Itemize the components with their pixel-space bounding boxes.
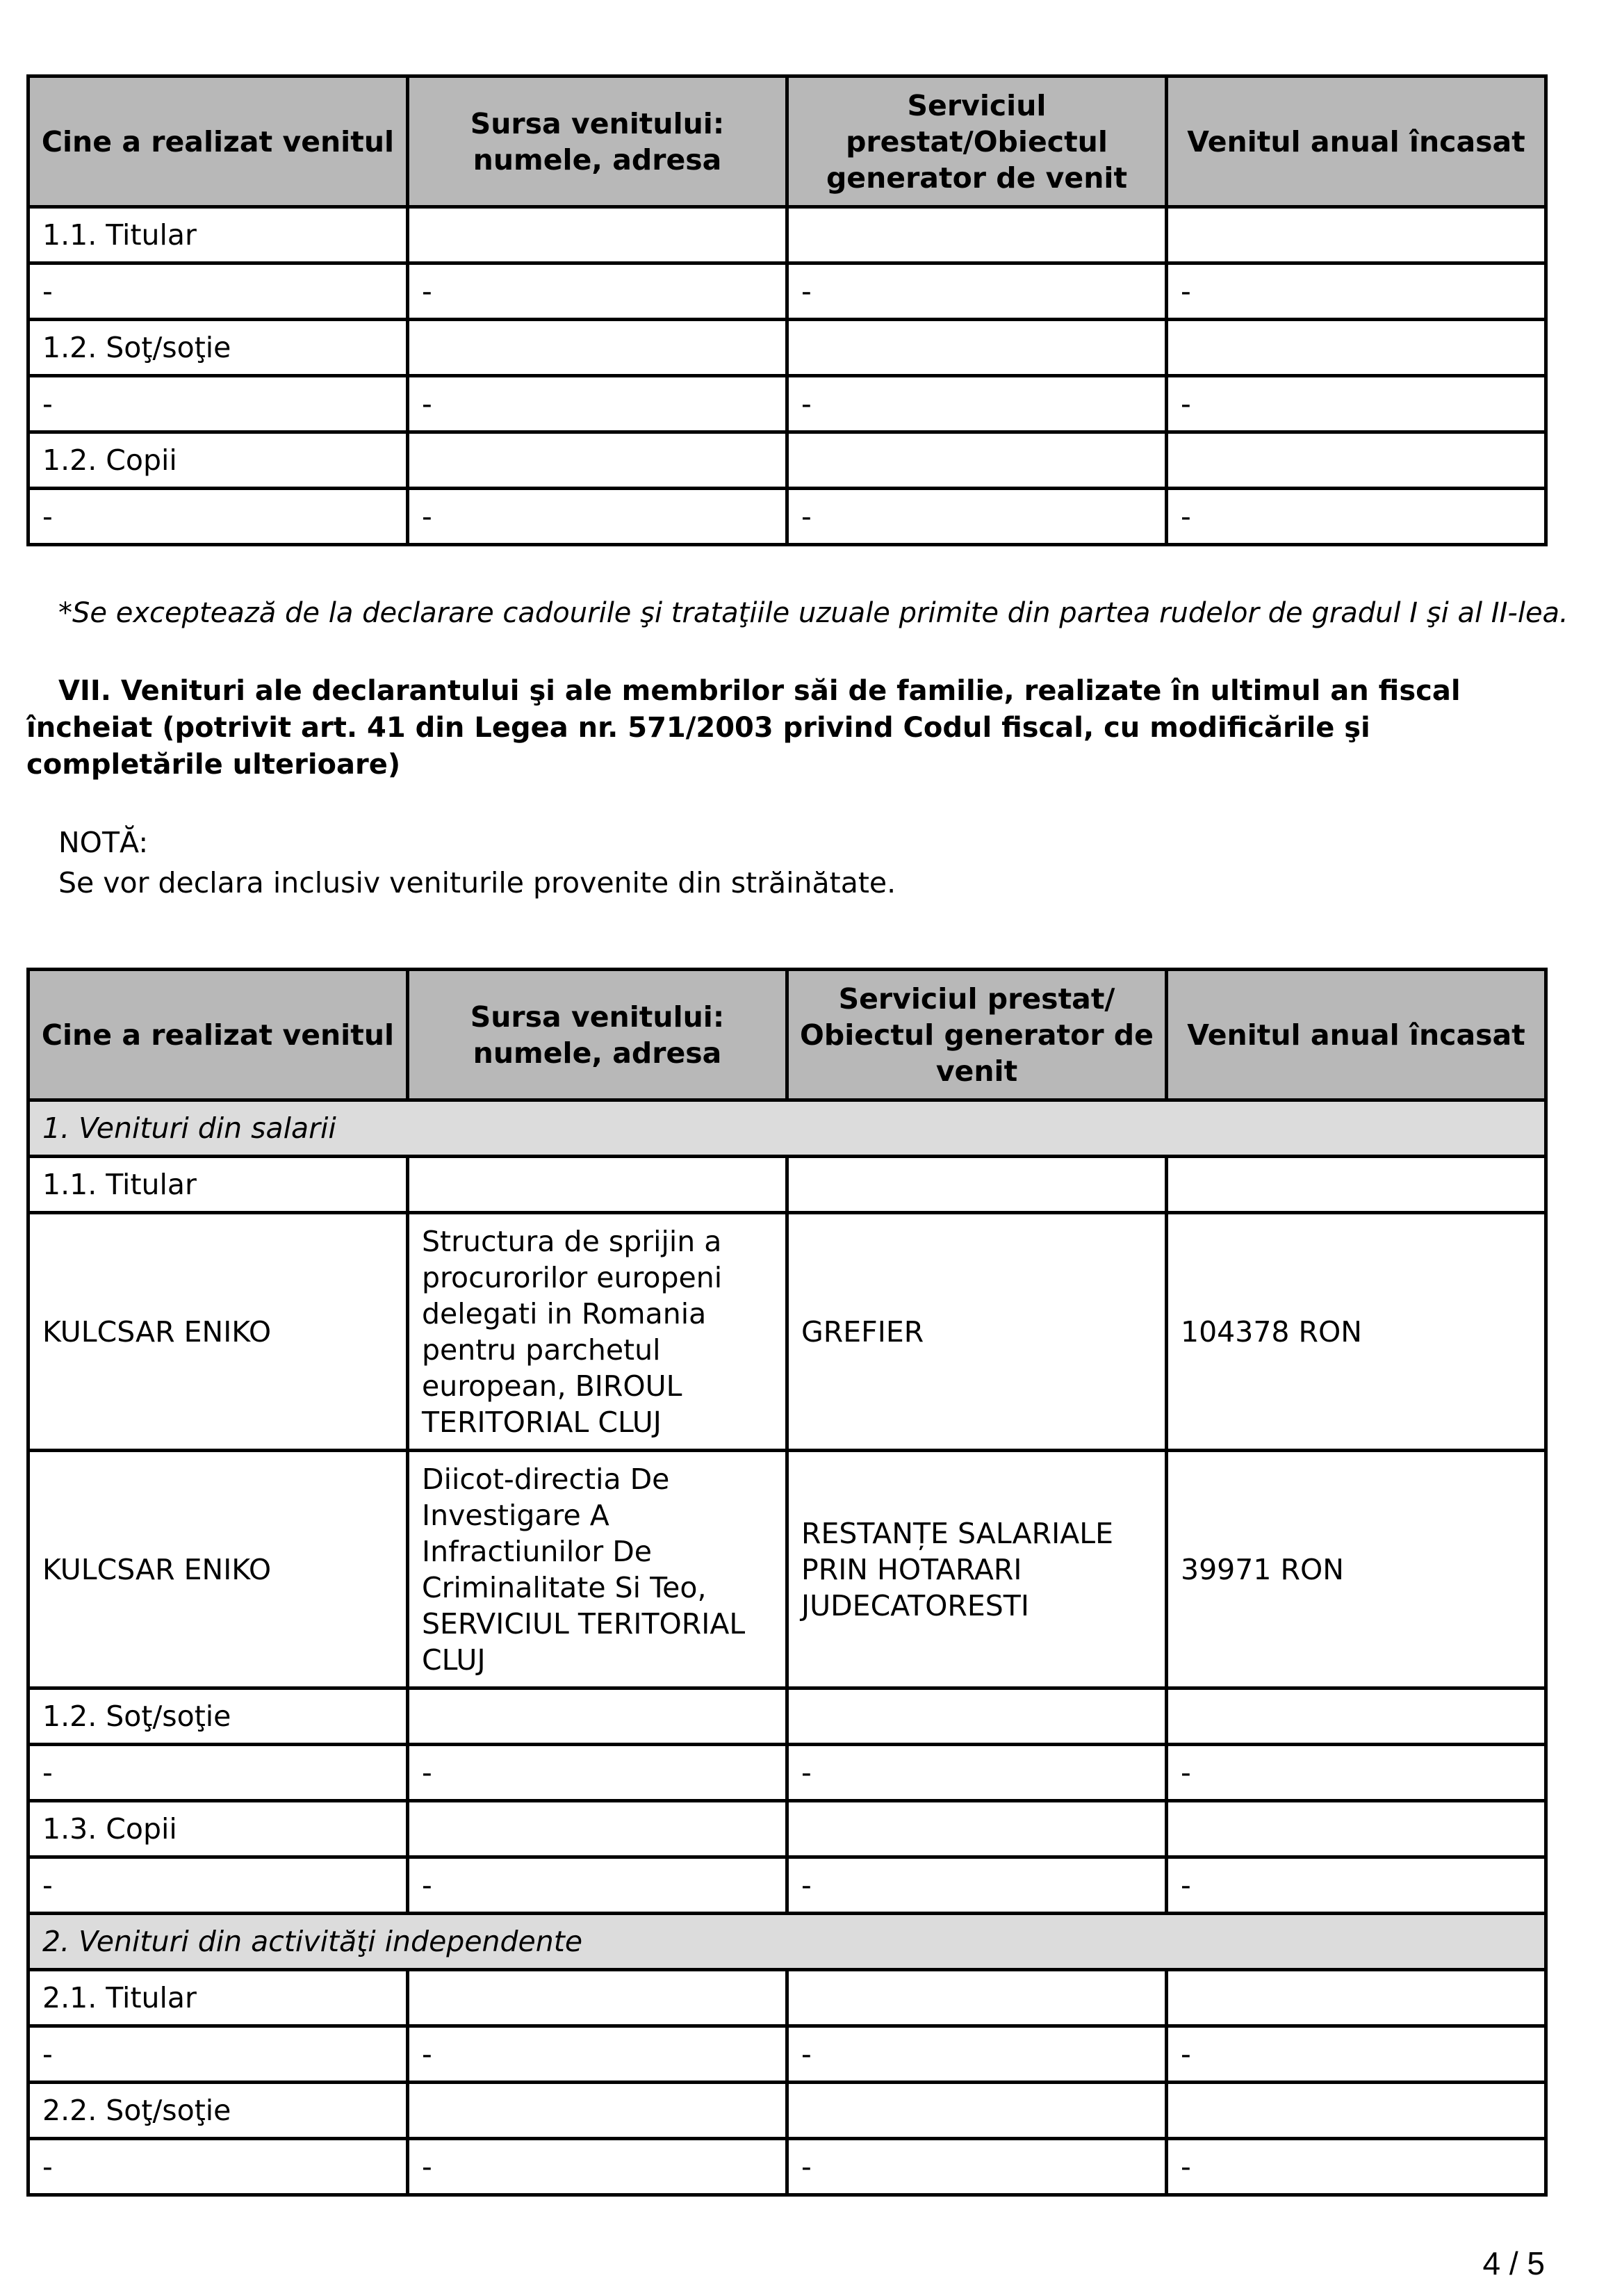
table-cell bbox=[787, 1688, 1167, 1745]
table-row bbox=[28, 376, 1546, 432]
table-cell: - bbox=[408, 2139, 787, 2195]
header-cell: Cine a realizat venitul bbox=[28, 76, 408, 207]
nota-label: NOTĂ: bbox=[58, 826, 149, 859]
table-row bbox=[28, 1745, 1546, 1801]
table-cell: - bbox=[28, 263, 408, 320]
table-cell: 1.2. Soţ/soţie bbox=[28, 1688, 408, 1745]
table-cell: - bbox=[787, 376, 1167, 432]
table-cell bbox=[1167, 320, 1546, 376]
table-cell bbox=[787, 1157, 1167, 1213]
table-cell bbox=[1167, 207, 1546, 263]
section-row bbox=[28, 1100, 1546, 1157]
table-row bbox=[28, 1801, 1546, 1857]
income-table-gifts bbox=[26, 74, 1548, 546]
table-row bbox=[28, 1857, 1546, 1914]
table-cell: RESTANȚE SALARIALE PRIN HOTARARI JUDECATORESTI bbox=[787, 1451, 1167, 1688]
table-cell: - bbox=[1167, 376, 1546, 432]
table-cell: - bbox=[787, 2026, 1167, 2083]
header-cell: Sursa venitului: numele, adresa bbox=[408, 76, 787, 207]
table-cell: - bbox=[408, 2026, 787, 2083]
table-header-row bbox=[28, 76, 1546, 207]
table-cell: - bbox=[28, 2026, 408, 2083]
table-cell: - bbox=[787, 263, 1167, 320]
table-cell bbox=[787, 320, 1167, 376]
table-cell bbox=[787, 207, 1167, 263]
table-cell bbox=[1167, 1801, 1546, 1857]
table-cell: - bbox=[408, 489, 787, 545]
table-row bbox=[28, 320, 1546, 376]
table-cell: - bbox=[28, 489, 408, 545]
table-cell: - bbox=[28, 1745, 408, 1801]
section-title: 1. Venituri din salarii bbox=[28, 1100, 1546, 1157]
table-cell: - bbox=[408, 376, 787, 432]
header-cell: Serviciul prestat/ Obiectul generator de venit bbox=[787, 970, 1167, 1100]
table-cell: - bbox=[408, 263, 787, 320]
table-cell: - bbox=[1167, 1745, 1546, 1801]
table-cell bbox=[408, 1688, 787, 1745]
table-cell: - bbox=[1167, 2026, 1546, 2083]
table-cell: - bbox=[408, 1745, 787, 1801]
table-cell: Structura de sprijin a procurorilor europeni delegati in Romania pentru parchetul european, BIROUL TERITORIAL CLUJ bbox=[408, 1213, 787, 1451]
table-row bbox=[28, 1157, 1546, 1213]
footnote: *Se exceptează de la declarare cadourile şi trataţiile uzuale primite din partea rudelor de gradul I şi al II-lea. bbox=[58, 597, 1568, 629]
table-cell: - bbox=[28, 376, 408, 432]
header-cell: Cine a realizat venitul bbox=[28, 970, 408, 1100]
table-cell bbox=[1167, 1970, 1546, 2026]
table-row bbox=[28, 263, 1546, 320]
table-cell bbox=[787, 432, 1167, 489]
table-cell: - bbox=[787, 1857, 1167, 1914]
table-cell bbox=[787, 2083, 1167, 2139]
table-cell: - bbox=[787, 1745, 1167, 1801]
table-cell: 1.2. Soţ/soţie bbox=[28, 320, 408, 376]
table-cell: KULCSAR ENIKO bbox=[28, 1213, 408, 1451]
table-cell bbox=[1167, 1157, 1546, 1213]
income-table-salaries bbox=[26, 968, 1548, 2197]
table-cell: 1.1. Titular bbox=[28, 207, 408, 263]
table-cell: - bbox=[1167, 263, 1546, 320]
table-cell bbox=[408, 207, 787, 263]
table-cell: - bbox=[787, 489, 1167, 545]
table-cell: - bbox=[28, 2139, 408, 2195]
table-row bbox=[28, 2139, 1546, 2195]
table-cell: - bbox=[1167, 1857, 1546, 1914]
table-cell: GREFIER bbox=[787, 1213, 1167, 1451]
table-cell bbox=[408, 320, 787, 376]
table-cell: 39971 RON bbox=[1167, 1451, 1546, 1688]
section-row bbox=[28, 1914, 1546, 1970]
page-number: 4 / 5 bbox=[1482, 2245, 1545, 2281]
table-row bbox=[28, 2026, 1546, 2083]
table-cell: - bbox=[28, 1857, 408, 1914]
table-row bbox=[28, 207, 1546, 263]
table-header-row bbox=[28, 970, 1546, 1100]
table-cell: - bbox=[1167, 489, 1546, 545]
header-cell: Serviciul prestat/Obiectul generator de venit bbox=[787, 76, 1167, 207]
table-cell bbox=[408, 1970, 787, 2026]
table-cell: 2.1. Titular bbox=[28, 1970, 408, 2026]
section-heading: VII. Venituri ale declarantului şi ale membrilor săi de familie, realizate în ultimul an fiscal încheiat (potrivit art. 41 din Legea nr. 571/2003 privind Codul fiscal, cu modificările şi completările ulterioare) bbox=[26, 675, 1461, 781]
table-row bbox=[28, 1970, 1546, 2026]
table-cell: 2.2. Soţ/soţie bbox=[28, 2083, 408, 2139]
table-cell bbox=[408, 2083, 787, 2139]
table-cell: 1.1. Titular bbox=[28, 1157, 408, 1213]
table-cell: - bbox=[787, 2139, 1167, 2195]
table-cell: - bbox=[408, 1857, 787, 1914]
nota-text: Se vor declara inclusiv veniturile provenite din străinătate. bbox=[58, 866, 896, 899]
table-row bbox=[28, 1213, 1546, 1451]
table-row bbox=[28, 432, 1546, 489]
table-cell bbox=[408, 1157, 787, 1213]
table-cell bbox=[1167, 2083, 1546, 2139]
table-cell: 1.2. Copii bbox=[28, 432, 408, 489]
table-cell bbox=[1167, 432, 1546, 489]
table-cell bbox=[408, 432, 787, 489]
header-cell: Venitul anual încasat bbox=[1167, 76, 1546, 207]
table-cell bbox=[408, 1801, 787, 1857]
table-cell bbox=[787, 1801, 1167, 1857]
table-row bbox=[28, 2083, 1546, 2139]
table-cell: Diicot-directia De Investigare A Infractiunilor De Criminalitate Si Teo, SERVICIUL TERITORIAL CLUJ bbox=[408, 1451, 787, 1688]
header-cell: Venitul anual încasat bbox=[1167, 970, 1546, 1100]
header-cell: Sursa venitului: numele, adresa bbox=[408, 970, 787, 1100]
table-cell: KULCSAR ENIKO bbox=[28, 1451, 408, 1688]
table-cell: - bbox=[1167, 2139, 1546, 2195]
table-row bbox=[28, 1688, 1546, 1745]
table-row bbox=[28, 489, 1546, 545]
section-title: 2. Venituri din activităţi independente bbox=[28, 1914, 1546, 1970]
table-row bbox=[28, 1451, 1546, 1688]
table-cell: 104378 RON bbox=[1167, 1213, 1546, 1451]
table-cell: 1.3. Copii bbox=[28, 1801, 408, 1857]
table-cell bbox=[787, 1970, 1167, 2026]
table-cell bbox=[1167, 1688, 1546, 1745]
